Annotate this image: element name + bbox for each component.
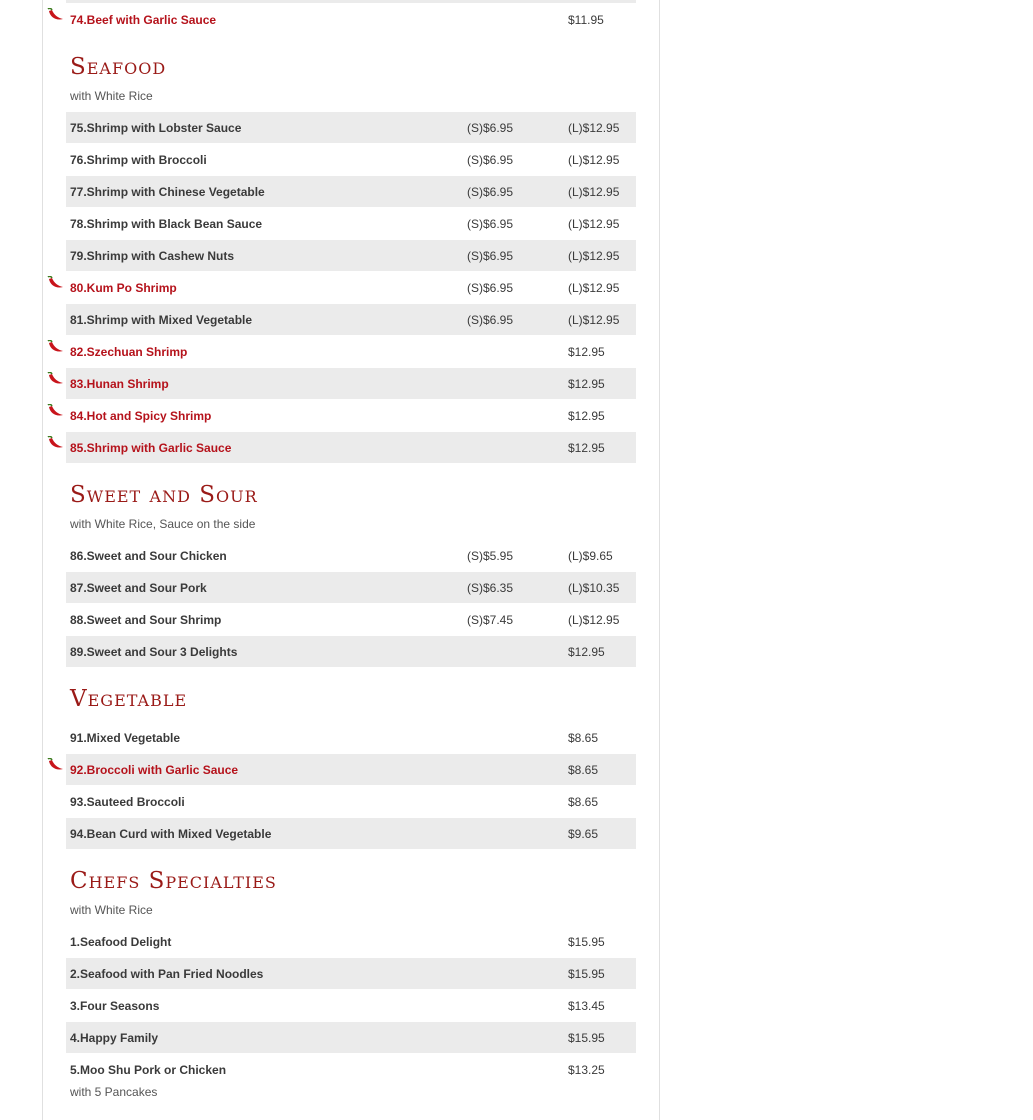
menu-item-row[interactable] (66, 926, 636, 957)
item-name: 4.Happy Family (70, 1031, 159, 1045)
item-name: 82.Szechuan Shrimp (70, 345, 188, 359)
chili-pepper-icon (47, 372, 65, 386)
item-price: $9.65 (568, 827, 599, 841)
item-name: 89.Sweet and Sour 3 Delights (70, 645, 238, 659)
menu-item-row[interactable] (66, 1054, 636, 1099)
section-subtitle: with White Rice (70, 903, 153, 917)
item-name: 2.Seafood with Pan Fried Noodles (70, 967, 264, 981)
item-price: $12.95 (568, 345, 605, 359)
item-name: 80.Kum Po Shrimp (70, 281, 177, 295)
menu-item-row[interactable] (66, 208, 636, 239)
item-price: $13.45 (568, 999, 605, 1013)
section-subtitle: with White Rice, Sauce on the side (70, 517, 256, 531)
price-small: (S)$5.95 (467, 549, 514, 563)
section-title: Sweet and Sour (70, 482, 258, 508)
price-large: (L)$12.95 (568, 121, 620, 135)
item-price: $12.95 (568, 409, 605, 423)
menu-item-row[interactable] (66, 722, 636, 753)
price-small: (S)$6.95 (467, 281, 514, 295)
item-price: $12.95 (568, 645, 605, 659)
item-price: $13.25 (568, 1063, 605, 1077)
item-name: 87.Sweet and Sour Pork (70, 581, 207, 595)
item-name: 74.Beef with Garlic Sauce (70, 13, 217, 27)
item-price: $12.95 (568, 441, 605, 455)
item-name: 94.Bean Curd with Mixed Vegetable (70, 827, 272, 841)
menu-item-row[interactable] (66, 754, 636, 785)
price-small: (S)$6.95 (467, 185, 514, 199)
item-name: 77.Shrimp with Chinese Vegetable (70, 185, 265, 199)
row-divider (66, 0, 636, 3)
item-name: 75.Shrimp with Lobster Sauce (70, 121, 242, 135)
item-price: $8.65 (568, 763, 599, 777)
chili-pepper-icon (47, 404, 65, 418)
item-name: 92.Broccoli with Garlic Sauce (70, 763, 239, 777)
menu-item-row[interactable] (66, 144, 636, 175)
price-small: (S)$6.35 (467, 581, 514, 595)
chili-pepper-icon (47, 436, 65, 450)
chili-pepper-icon (47, 8, 65, 22)
menu-item-row[interactable] (66, 400, 636, 431)
menu-item-row[interactable] (66, 112, 636, 143)
price-small: (S)$6.95 (467, 249, 514, 263)
item-price: $15.95 (568, 1031, 605, 1045)
item-note: with 5 Pancakes (70, 1085, 158, 1099)
item-name: 83.Hunan Shrimp (70, 377, 169, 391)
item-name: 81.Shrimp with Mixed Vegetable (70, 313, 253, 327)
menu-item-row[interactable] (66, 304, 636, 335)
menu-item-row[interactable] (66, 1022, 636, 1053)
section-title: Seafood (70, 54, 167, 80)
price-large: (L)$12.95 (568, 313, 620, 327)
item-name: 86.Sweet and Sour Chicken (70, 549, 227, 563)
menu-item-row[interactable] (66, 818, 636, 849)
price-small: (S)$6.95 (467, 121, 514, 135)
item-name: 3.Four Seasons (70, 999, 160, 1013)
item-price: $8.65 (568, 731, 599, 745)
price-small: (S)$6.95 (467, 153, 514, 167)
item-name: 78.Shrimp with Black Bean Sauce (70, 217, 263, 231)
price-small: (S)$7.45 (467, 613, 514, 627)
menu-item-row[interactable] (66, 176, 636, 207)
item-name: 85.Shrimp with Garlic Sauce (70, 441, 232, 455)
price-small: (S)$6.95 (467, 217, 514, 231)
price-large: (L)$12.95 (568, 185, 620, 199)
item-name: 76.Shrimp with Broccoli (70, 153, 207, 167)
item-price: $12.95 (568, 377, 605, 391)
chili-pepper-icon (47, 758, 65, 772)
menu-item-row[interactable] (66, 272, 636, 303)
item-name: 93.Sauteed Broccoli (70, 795, 185, 809)
price-large: (L)$12.95 (568, 249, 620, 263)
item-price: $15.95 (568, 967, 605, 981)
item-price: $15.95 (568, 935, 605, 949)
price-large: (L)$12.95 (568, 281, 620, 295)
chili-pepper-icon (47, 276, 65, 290)
menu-item-row[interactable] (66, 786, 636, 817)
item-price: $11.95 (568, 13, 604, 27)
menu-item-row[interactable] (66, 540, 636, 571)
item-name: 84.Hot and Spicy Shrimp (70, 409, 212, 423)
chili-pepper-icon (47, 340, 65, 354)
menu-item-row[interactable] (66, 604, 636, 635)
menu-item-row[interactable] (66, 240, 636, 271)
section-subtitle: with White Rice (70, 89, 153, 103)
section-title: Vegetable (70, 686, 188, 712)
menu-item-row[interactable] (66, 636, 636, 667)
menu-item-row[interactable] (66, 958, 636, 989)
menu-item-row[interactable] (66, 990, 636, 1021)
menu-item-row[interactable] (66, 4, 636, 35)
section-title: Chefs Specialties (70, 868, 277, 894)
price-large: (L)$9.65 (568, 549, 613, 563)
price-large: (L)$12.95 (568, 613, 620, 627)
item-name: 1.Seafood Delight (70, 935, 172, 949)
item-name: 5.Moo Shu Pork or Chicken (70, 1063, 227, 1077)
price-large: (L)$12.95 (568, 153, 620, 167)
price-large: (L)$10.35 (568, 581, 620, 595)
price-small: (S)$6.95 (467, 313, 514, 327)
menu-item-row[interactable] (66, 336, 636, 367)
item-name: 91.Mixed Vegetable (70, 731, 181, 745)
item-name: 79.Shrimp with Cashew Nuts (70, 249, 235, 263)
item-name: 88.Sweet and Sour Shrimp (70, 613, 222, 627)
menu-item-row[interactable] (66, 432, 636, 463)
menu-item-row[interactable] (66, 572, 636, 603)
price-large: (L)$12.95 (568, 217, 620, 231)
menu-item-row[interactable] (66, 368, 636, 399)
item-price: $8.65 (568, 795, 599, 809)
